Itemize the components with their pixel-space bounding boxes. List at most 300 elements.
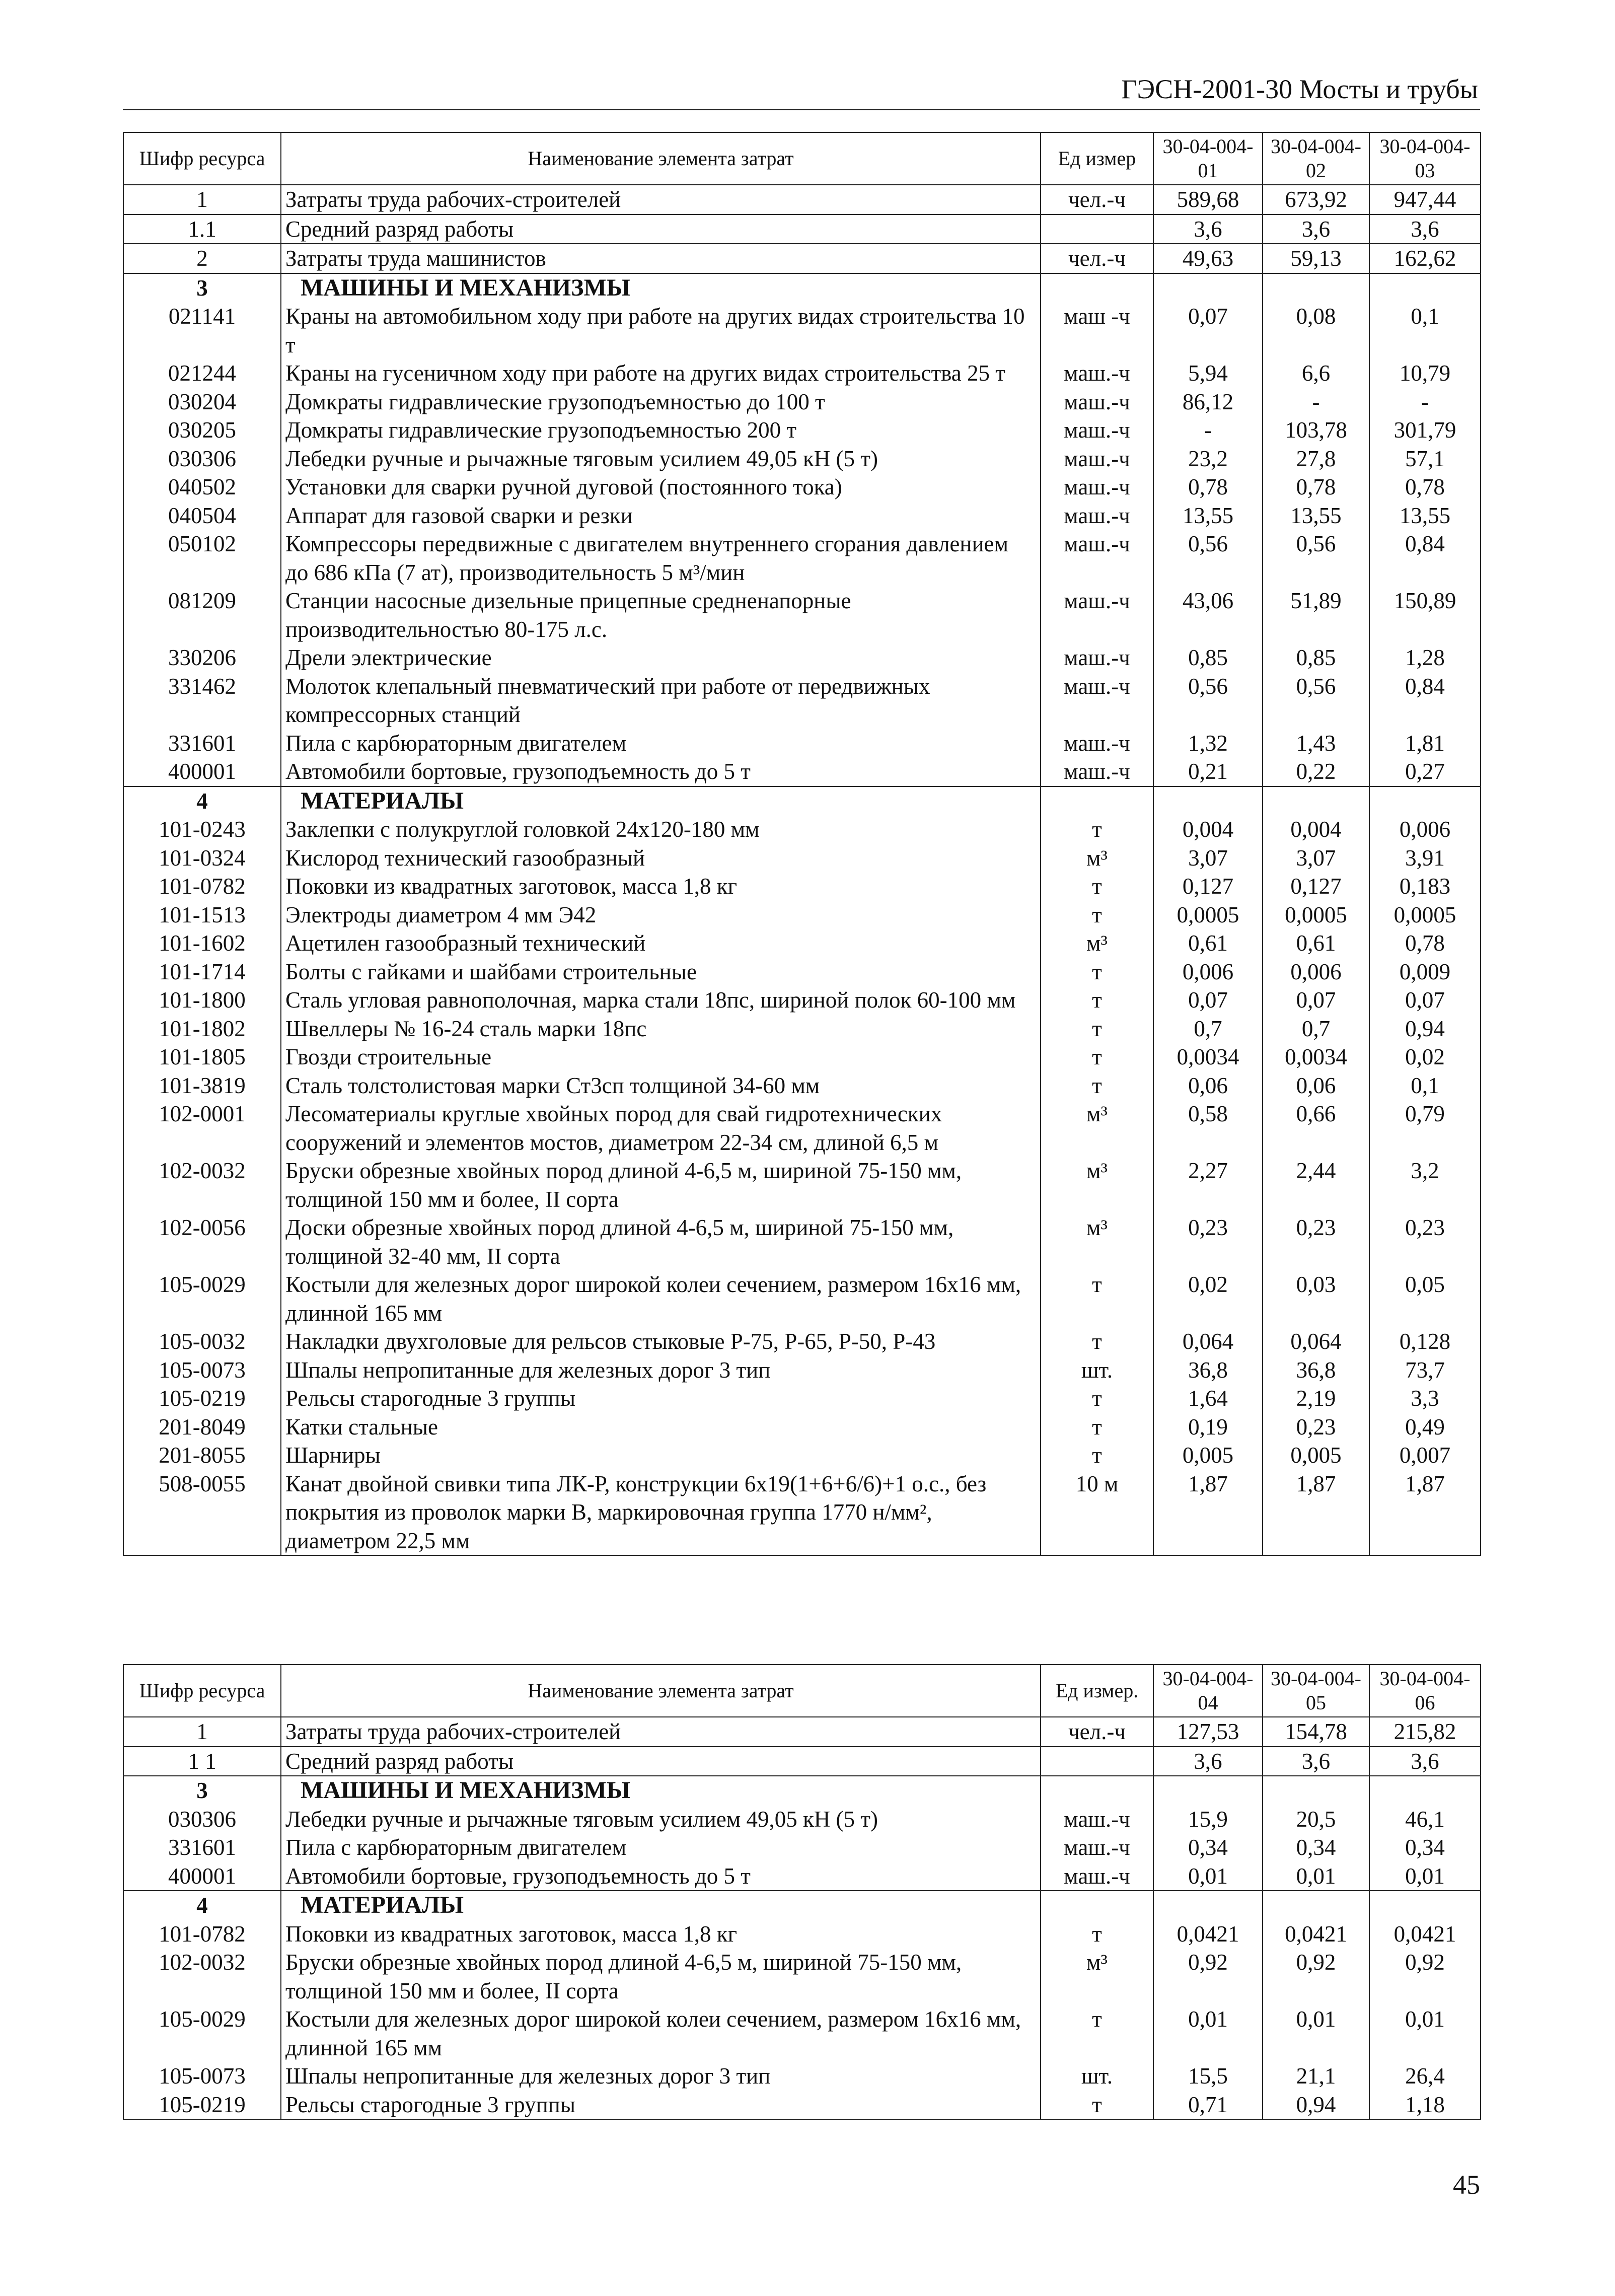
norm-value: 0,23 <box>1153 1213 1263 1270</box>
norm-value: 0,7 <box>1153 1015 1263 1043</box>
resource-unit: маш -ч <box>1041 302 1153 359</box>
resource-code: 030306 <box>123 1805 281 1834</box>
norm-value: 3,6 <box>1369 1747 1481 1776</box>
resource-code: 105-0032 <box>123 1327 281 1356</box>
resource-name: Накладки двухголовые для рельсов стыковые Р-75, Р-65, Р-50, Р-43 <box>281 1327 1041 1356</box>
norm-value: 0,0005 <box>1153 901 1263 929</box>
resource-name: Дрели электрические <box>281 643 1041 672</box>
norm-value <box>1153 273 1263 303</box>
table-row <box>123 2062 1481 2091</box>
norm-value: 127,53 <box>1153 1717 1263 1747</box>
resource-unit: т <box>1041 1327 1153 1356</box>
norm-value: 0,006 <box>1369 815 1481 844</box>
table-row <box>123 214 1481 244</box>
resource-unit: м³ <box>1041 1100 1153 1157</box>
table-row <box>123 1413 1481 1442</box>
norm-value: 162,62 <box>1369 244 1481 273</box>
resource-name: Молоток клепальный пневматический при работе от передвижных компрессорных станций <box>281 672 1041 729</box>
resource-name: Доски обрезные хвойных пород длиной 4-6,5 м, шириной 75-150 мм, толщиной 32-40 мм, II сорта <box>281 1213 1041 1270</box>
norm-value: - <box>1263 388 1369 416</box>
norm-value: 0,02 <box>1153 1270 1263 1327</box>
resource-unit: т <box>1041 1441 1153 1470</box>
resource-unit: маш.-ч <box>1041 473 1153 501</box>
norm-value: 0,0034 <box>1263 1043 1369 1071</box>
norm-value: 0,27 <box>1369 757 1481 786</box>
table-row <box>123 958 1481 986</box>
resource-unit: т <box>1041 1071 1153 1100</box>
resource-unit: маш.-ч <box>1041 757 1153 786</box>
resource-code: 508-0055 <box>123 1470 281 1556</box>
norm-value: 0,66 <box>1263 1100 1369 1157</box>
resource-code: 021244 <box>123 359 281 388</box>
resource-unit: маш.-ч <box>1041 729 1153 758</box>
norm-value: 0,0421 <box>1153 1920 1263 1949</box>
resource-code: 1.1 <box>123 214 281 244</box>
resource-unit: м³ <box>1041 1213 1153 1270</box>
table-row <box>123 359 1481 388</box>
table-row <box>123 1717 1481 1747</box>
resource-name: МАШИНЫ И МЕХАНИЗМЫ <box>281 273 1041 303</box>
table-row <box>123 1356 1481 1385</box>
resource-name: Затраты труда машинистов <box>281 244 1041 273</box>
resource-name: Бруски обрезные хвойных пород длиной 4-6,5 м, шириной 75-150 мм, толщиной 150 мм и более, II сорта <box>281 1948 1041 2005</box>
norm-value: 0,005 <box>1153 1441 1263 1470</box>
resource-name: Поковки из квадратных заготовок, масса 1,8 кг <box>281 872 1041 901</box>
norm-value: 0,064 <box>1153 1327 1263 1356</box>
resource-code: 4 <box>123 786 281 816</box>
resource-code: 102-0001 <box>123 1100 281 1157</box>
table-row <box>123 729 1481 758</box>
resource-name: Заклепки с полукруглой головкой 24х120-180 мм <box>281 815 1041 844</box>
table-row <box>123 2091 1481 2120</box>
table-row <box>123 672 1481 729</box>
section-row <box>123 273 1481 303</box>
resource-unit: маш.-ч <box>1041 359 1153 388</box>
resource-name: Автомобили бортовые, грузоподъемность до 5 т <box>281 1862 1041 1891</box>
resource-code: 101-1602 <box>123 929 281 958</box>
resource-name: Рельсы старогодные 3 группы <box>281 1384 1041 1413</box>
norm-value: 5,94 <box>1153 359 1263 388</box>
resource-unit: м³ <box>1041 1948 1153 2005</box>
resource-unit <box>1041 214 1153 244</box>
resource-table-2 <box>123 1664 1481 2120</box>
table-row <box>123 844 1481 873</box>
resource-name: Пила с карбюраторным двигателем <box>281 729 1041 758</box>
table-row <box>123 1805 1481 1834</box>
resource-name: Сталь толстолистовая марки Ст3сп толщиной 34-60 мм <box>281 1071 1041 1100</box>
resource-unit: шт. <box>1041 1356 1153 1385</box>
norm-value: 15,9 <box>1153 1805 1263 1834</box>
resource-name: Болты с гайками и шайбами строительные <box>281 958 1041 986</box>
resource-code: 101-0782 <box>123 872 281 901</box>
col-header-norm: 30-04-004-06 <box>1369 1665 1481 1717</box>
norm-value: 0,94 <box>1263 2091 1369 2120</box>
norm-value: 0,07 <box>1153 302 1263 359</box>
norm-value: 301,79 <box>1369 416 1481 445</box>
resource-name: Пила с карбюраторным двигателем <box>281 1833 1041 1862</box>
norm-value: 0,06 <box>1263 1071 1369 1100</box>
resource-name: Аппарат для газовой сварки и резки <box>281 501 1041 530</box>
norm-value: 0,34 <box>1369 1833 1481 1862</box>
table-row <box>123 929 1481 958</box>
table-row <box>123 1441 1481 1470</box>
norm-value: 59,13 <box>1263 244 1369 273</box>
resource-code: 101-0243 <box>123 815 281 844</box>
norm-value: 36,8 <box>1153 1356 1263 1385</box>
table-row <box>123 244 1481 273</box>
resource-name: МАТЕРИАЛЫ <box>281 1891 1041 1920</box>
resource-code: 102-0056 <box>123 1213 281 1270</box>
resource-unit <box>1041 786 1153 816</box>
norm-value: 0,56 <box>1263 672 1369 729</box>
resource-code: 021141 <box>123 302 281 359</box>
resource-code: 3 <box>123 1776 281 1805</box>
norm-value: 1,87 <box>1153 1470 1263 1556</box>
norm-value <box>1369 786 1481 816</box>
table-row <box>123 1747 1481 1776</box>
norm-value: 0,84 <box>1369 672 1481 729</box>
resource-code: 201-8055 <box>123 1441 281 1470</box>
norm-value: 0,23 <box>1369 1213 1481 1270</box>
norm-value: 0,56 <box>1153 530 1263 587</box>
table-row <box>123 388 1481 416</box>
resource-name: Костыли для железных дорог широкой колеи сечением, размером 16х16 мм, длинной 165 мм <box>281 2005 1041 2062</box>
norm-value: 51,89 <box>1263 587 1369 643</box>
norm-value <box>1263 273 1369 303</box>
table-row <box>123 901 1481 929</box>
col-header-norm: 30-04-004-02 <box>1263 132 1369 185</box>
col-header-norm: 30-04-004-01 <box>1153 132 1263 185</box>
resource-code: 1 <box>123 1717 281 1747</box>
norm-value: 0,007 <box>1369 1441 1481 1470</box>
col-header-unit: Ед измер. <box>1041 1665 1153 1717</box>
resource-code: 101-1800 <box>123 986 281 1015</box>
norm-value: 0,49 <box>1369 1413 1481 1442</box>
resource-name: Костыли для железных дорог широкой колеи сечением, размером 16х16 мм, длинной 165 мм <box>281 1270 1041 1327</box>
norm-value: 103,78 <box>1263 416 1369 445</box>
table-row <box>123 1213 1481 1270</box>
col-header-norm: 30-04-004-04 <box>1153 1665 1263 1717</box>
resource-unit: т <box>1041 2005 1153 2062</box>
resource-unit: т <box>1041 1043 1153 1071</box>
norm-value: 0,1 <box>1369 302 1481 359</box>
resource-name: Шпалы непропитанные для железных дорог 3 тип <box>281 1356 1041 1385</box>
norm-value: 23,2 <box>1153 445 1263 473</box>
table-row <box>123 1948 1481 2005</box>
norm-value: 1,81 <box>1369 729 1481 758</box>
norm-value: 0,92 <box>1263 1948 1369 2005</box>
norm-value: 0,92 <box>1153 1948 1263 2005</box>
table-row <box>123 587 1481 643</box>
resource-code: 331601 <box>123 1833 281 1862</box>
resource-name: Автомобили бортовые, грузоподъемность до 5 т <box>281 757 1041 786</box>
norm-value: 73,7 <box>1369 1356 1481 1385</box>
norm-value: 0,127 <box>1153 872 1263 901</box>
resource-unit: т <box>1041 1413 1153 1442</box>
norm-value: 3,91 <box>1369 844 1481 873</box>
resource-name: Станции насосные дизельные прицепные средненапорные производительностью 80-175 л.с. <box>281 587 1041 643</box>
resource-name: Шпалы непропитанные для железных дорог 3 тип <box>281 2062 1041 2091</box>
norm-value: 0,58 <box>1153 1100 1263 1157</box>
resource-code: 331462 <box>123 672 281 729</box>
resource-unit: т <box>1041 1015 1153 1043</box>
norm-value: 0,127 <box>1263 872 1369 901</box>
norm-value: 3,6 <box>1369 214 1481 244</box>
resource-table-1 <box>123 132 1481 1556</box>
norm-value: 27,8 <box>1263 445 1369 473</box>
norm-value: 3,6 <box>1263 214 1369 244</box>
resource-code: 081209 <box>123 587 281 643</box>
table-row <box>123 501 1481 530</box>
resource-code: 3 <box>123 273 281 303</box>
norm-value: 2,44 <box>1263 1157 1369 1213</box>
norm-value: 1,87 <box>1263 1470 1369 1556</box>
norm-value: 15,5 <box>1153 2062 1263 2091</box>
norm-value: 0,06 <box>1153 1071 1263 1100</box>
norm-value: 0,61 <box>1153 929 1263 958</box>
resource-unit: маш.-ч <box>1041 643 1153 672</box>
resource-name: Краны на гусеничном ходу при работе на других видах строительства 25 т <box>281 359 1041 388</box>
norm-value: 0,01 <box>1263 2005 1369 2062</box>
resource-name: Лесоматериалы круглые хвойных пород для свай гидротехнических сооружений и элементов мостов, диаметром 22-34 см, длиной 6,5 м <box>281 1100 1041 1157</box>
resource-code: 101-1802 <box>123 1015 281 1043</box>
table-header-row <box>123 132 1481 185</box>
resource-name: Средний разряд работы <box>281 1747 1041 1776</box>
norm-value: 0,92 <box>1369 1948 1481 2005</box>
norm-value: 0,19 <box>1153 1413 1263 1442</box>
norm-value: 0,78 <box>1369 473 1481 501</box>
resource-name: Гвозди строительные <box>281 1043 1041 1071</box>
table-row <box>123 1862 1481 1891</box>
norm-value: 0,0005 <box>1369 901 1481 929</box>
resource-unit: маш.-ч <box>1041 587 1153 643</box>
resource-code: 105-0219 <box>123 1384 281 1413</box>
col-header-unit: Ед измер <box>1041 132 1153 185</box>
norm-value: 3,6 <box>1263 1747 1369 1776</box>
resource-name: Электроды диаметром 4 мм Э42 <box>281 901 1041 929</box>
norm-value: 0,004 <box>1263 815 1369 844</box>
resource-unit: т <box>1041 1384 1153 1413</box>
resource-name: МАШИНЫ И МЕХАНИЗМЫ <box>281 1776 1041 1805</box>
resource-name: Краны на автомобильном ходу при работе на других видах строительства 10 т <box>281 302 1041 359</box>
col-header-code: Шифр ресурса <box>123 1665 281 1717</box>
resource-unit: т <box>1041 2091 1153 2120</box>
norm-value: 0,78 <box>1369 929 1481 958</box>
table-row <box>123 1043 1481 1071</box>
norm-value: 0,1 <box>1369 1071 1481 1100</box>
norm-value: 0,05 <box>1369 1270 1481 1327</box>
resource-code: 400001 <box>123 757 281 786</box>
resource-unit: чел.-ч <box>1041 185 1153 214</box>
resource-code: 2 <box>123 244 281 273</box>
table-row <box>123 445 1481 473</box>
table-row <box>123 986 1481 1015</box>
norm-value: 150,89 <box>1369 587 1481 643</box>
resource-name: МАТЕРИАЛЫ <box>281 786 1041 816</box>
table-row <box>123 1327 1481 1356</box>
norm-value: 0,01 <box>1369 2005 1481 2062</box>
resource-name: Домкраты гидравлические грузоподъемностью 200 т <box>281 416 1041 445</box>
resource-unit <box>1041 1747 1153 1776</box>
resource-code: 040504 <box>123 501 281 530</box>
norm-value: 0,56 <box>1153 672 1263 729</box>
table-row <box>123 416 1481 445</box>
norm-value: 86,12 <box>1153 388 1263 416</box>
norm-value: 0,23 <box>1263 1413 1369 1442</box>
resource-name: Катки стальные <box>281 1413 1041 1442</box>
norm-value: 0,07 <box>1263 986 1369 1015</box>
norm-value: 26,4 <box>1369 2062 1481 2091</box>
table-row <box>123 1100 1481 1157</box>
resource-code: 101-3819 <box>123 1071 281 1100</box>
norm-value: 0,07 <box>1153 986 1263 1015</box>
norm-value: 1,32 <box>1153 729 1263 758</box>
norm-value: 154,78 <box>1263 1717 1369 1747</box>
resource-code: 101-1714 <box>123 958 281 986</box>
norm-value: 0,07 <box>1369 986 1481 1015</box>
resource-code: 105-0073 <box>123 1356 281 1385</box>
norm-value: 43,06 <box>1153 587 1263 643</box>
norm-value: 3,6 <box>1153 1747 1263 1776</box>
section-row <box>123 1776 1481 1805</box>
resource-code: 105-0219 <box>123 2091 281 2120</box>
norm-value: 0,01 <box>1153 1862 1263 1891</box>
col-header-norm: 30-04-004-03 <box>1369 132 1481 185</box>
resource-name: Компрессоры передвижные с двигателем внутреннего сгорания давлением до 686 кПа (7 ат), производительность 5 м³/мин <box>281 530 1041 587</box>
resource-name: Бруски обрезные хвойных пород длиной 4-6,5 м, шириной 75-150 мм, толщиной 150 мм и более, II сорта <box>281 1157 1041 1213</box>
resource-name: Домкраты гидравлические грузоподъемностью до 100 т <box>281 388 1041 416</box>
norm-value: 2,27 <box>1153 1157 1263 1213</box>
resource-unit: м³ <box>1041 929 1153 958</box>
table-row <box>123 473 1481 501</box>
norm-value: 13,55 <box>1153 501 1263 530</box>
resource-unit: шт. <box>1041 2062 1153 2091</box>
norm-value: 0,01 <box>1369 1862 1481 1891</box>
table-row <box>123 1470 1481 1556</box>
norm-value: 0,78 <box>1263 473 1369 501</box>
norm-value: 36,8 <box>1263 1356 1369 1385</box>
norm-value: 0,34 <box>1153 1833 1263 1862</box>
resource-name: Ацетилен газообразный технический <box>281 929 1041 958</box>
resource-name: Средний разряд работы <box>281 214 1041 244</box>
resource-name: Лебедки ручные и рычажные тяговым усилием 49,05 кН (5 т) <box>281 445 1041 473</box>
norm-value <box>1369 273 1481 303</box>
resource-unit: маш.-ч <box>1041 672 1153 729</box>
norm-value: 0,22 <box>1263 757 1369 786</box>
resource-unit <box>1041 273 1153 303</box>
table-row <box>123 1920 1481 1949</box>
table-row <box>123 757 1481 786</box>
norm-value: - <box>1153 416 1263 445</box>
norm-value: 3,2 <box>1369 1157 1481 1213</box>
norm-value: 49,63 <box>1153 244 1263 273</box>
norm-value: 589,68 <box>1153 185 1263 214</box>
resource-code: 1 1 <box>123 1747 281 1776</box>
norm-value: 0,0034 <box>1153 1043 1263 1071</box>
resource-unit: чел.-ч <box>1041 244 1153 273</box>
norm-value: 1,87 <box>1369 1470 1481 1556</box>
document-title: ГЭСН-2001-30 Мосты и трубы <box>1121 74 1478 104</box>
resource-code: 030205 <box>123 416 281 445</box>
norm-value: 0,006 <box>1263 958 1369 986</box>
norm-value <box>1369 1891 1481 1920</box>
table-row <box>123 1071 1481 1100</box>
page-number: 45 <box>1453 2170 1480 2200</box>
resource-code: 400001 <box>123 1862 281 1891</box>
norm-value: 0,01 <box>1263 1862 1369 1891</box>
norm-value: 0,03 <box>1263 1270 1369 1327</box>
norm-value: 0,005 <box>1263 1441 1369 1470</box>
norm-value: 673,92 <box>1263 185 1369 214</box>
norm-value: 0,34 <box>1263 1833 1369 1862</box>
resource-unit: т <box>1041 958 1153 986</box>
norm-value: 13,55 <box>1369 501 1481 530</box>
norm-value: 21,1 <box>1263 2062 1369 2091</box>
resource-code: 105-0029 <box>123 1270 281 1327</box>
resource-unit: маш.-ч <box>1041 416 1153 445</box>
norm-value: 0,183 <box>1369 872 1481 901</box>
resource-code: 101-1513 <box>123 901 281 929</box>
norm-value: 0,08 <box>1263 302 1369 359</box>
norm-value: 3,3 <box>1369 1384 1481 1413</box>
norm-value: 0,009 <box>1369 958 1481 986</box>
norm-value: 1,28 <box>1369 643 1481 672</box>
table-row <box>123 872 1481 901</box>
norm-value <box>1153 1891 1263 1920</box>
resource-name: Канат двойной свивки типа ЛК-Р, конструкции 6х19(1+6+6/6)+1 о.с., без покрытия из проволок марки В, маркировочная группа 1770 н/мм², диаметром 22,5 мм <box>281 1470 1041 1556</box>
norm-value: 0,71 <box>1153 2091 1263 2120</box>
norm-value <box>1263 1891 1369 1920</box>
resource-name: Установки для сварки ручной дуговой (постоянного тока) <box>281 473 1041 501</box>
resource-unit: т <box>1041 815 1153 844</box>
norm-value: 0,61 <box>1263 929 1369 958</box>
resource-code: 101-1805 <box>123 1043 281 1071</box>
resource-unit: м³ <box>1041 1157 1153 1213</box>
resource-code: 201-8049 <box>123 1413 281 1442</box>
resource-code: 050102 <box>123 530 281 587</box>
resource-unit: маш.-ч <box>1041 1833 1153 1862</box>
norm-value: 947,44 <box>1369 185 1481 214</box>
resource-unit: т <box>1041 1920 1153 1949</box>
resource-name: Лебедки ручные и рычажные тяговым усилием 49,05 кН (5 т) <box>281 1805 1041 1834</box>
table-row <box>123 1270 1481 1327</box>
table-row <box>123 2005 1481 2062</box>
resource-name: Кислород технический газообразный <box>281 844 1041 873</box>
resource-code: 101-0782 <box>123 1920 281 1949</box>
resource-code: 102-0032 <box>123 1948 281 2005</box>
resource-unit: т <box>1041 872 1153 901</box>
resource-name: Шарниры <box>281 1441 1041 1470</box>
resource-unit: маш.-ч <box>1041 1862 1153 1891</box>
norm-value: 20,5 <box>1263 1805 1369 1834</box>
norm-value: 0,0005 <box>1263 901 1369 929</box>
norm-value: 0,004 <box>1153 815 1263 844</box>
table-row <box>123 185 1481 214</box>
norm-value: 2,19 <box>1263 1384 1369 1413</box>
resource-name: Затраты труда рабочих-строителей <box>281 185 1041 214</box>
resource-code: 101-0324 <box>123 844 281 873</box>
resource-code: 102-0032 <box>123 1157 281 1213</box>
norm-value: 0,0421 <box>1369 1920 1481 1949</box>
norm-value: 3,6 <box>1153 214 1263 244</box>
norm-value: 0,79 <box>1369 1100 1481 1157</box>
norm-value <box>1263 1776 1369 1805</box>
resource-unit: т <box>1041 901 1153 929</box>
resource-unit: т <box>1041 986 1153 1015</box>
resource-name: Рельсы старогодные 3 группы <box>281 2091 1041 2120</box>
resource-code: 1 <box>123 185 281 214</box>
norm-value: - <box>1369 388 1481 416</box>
